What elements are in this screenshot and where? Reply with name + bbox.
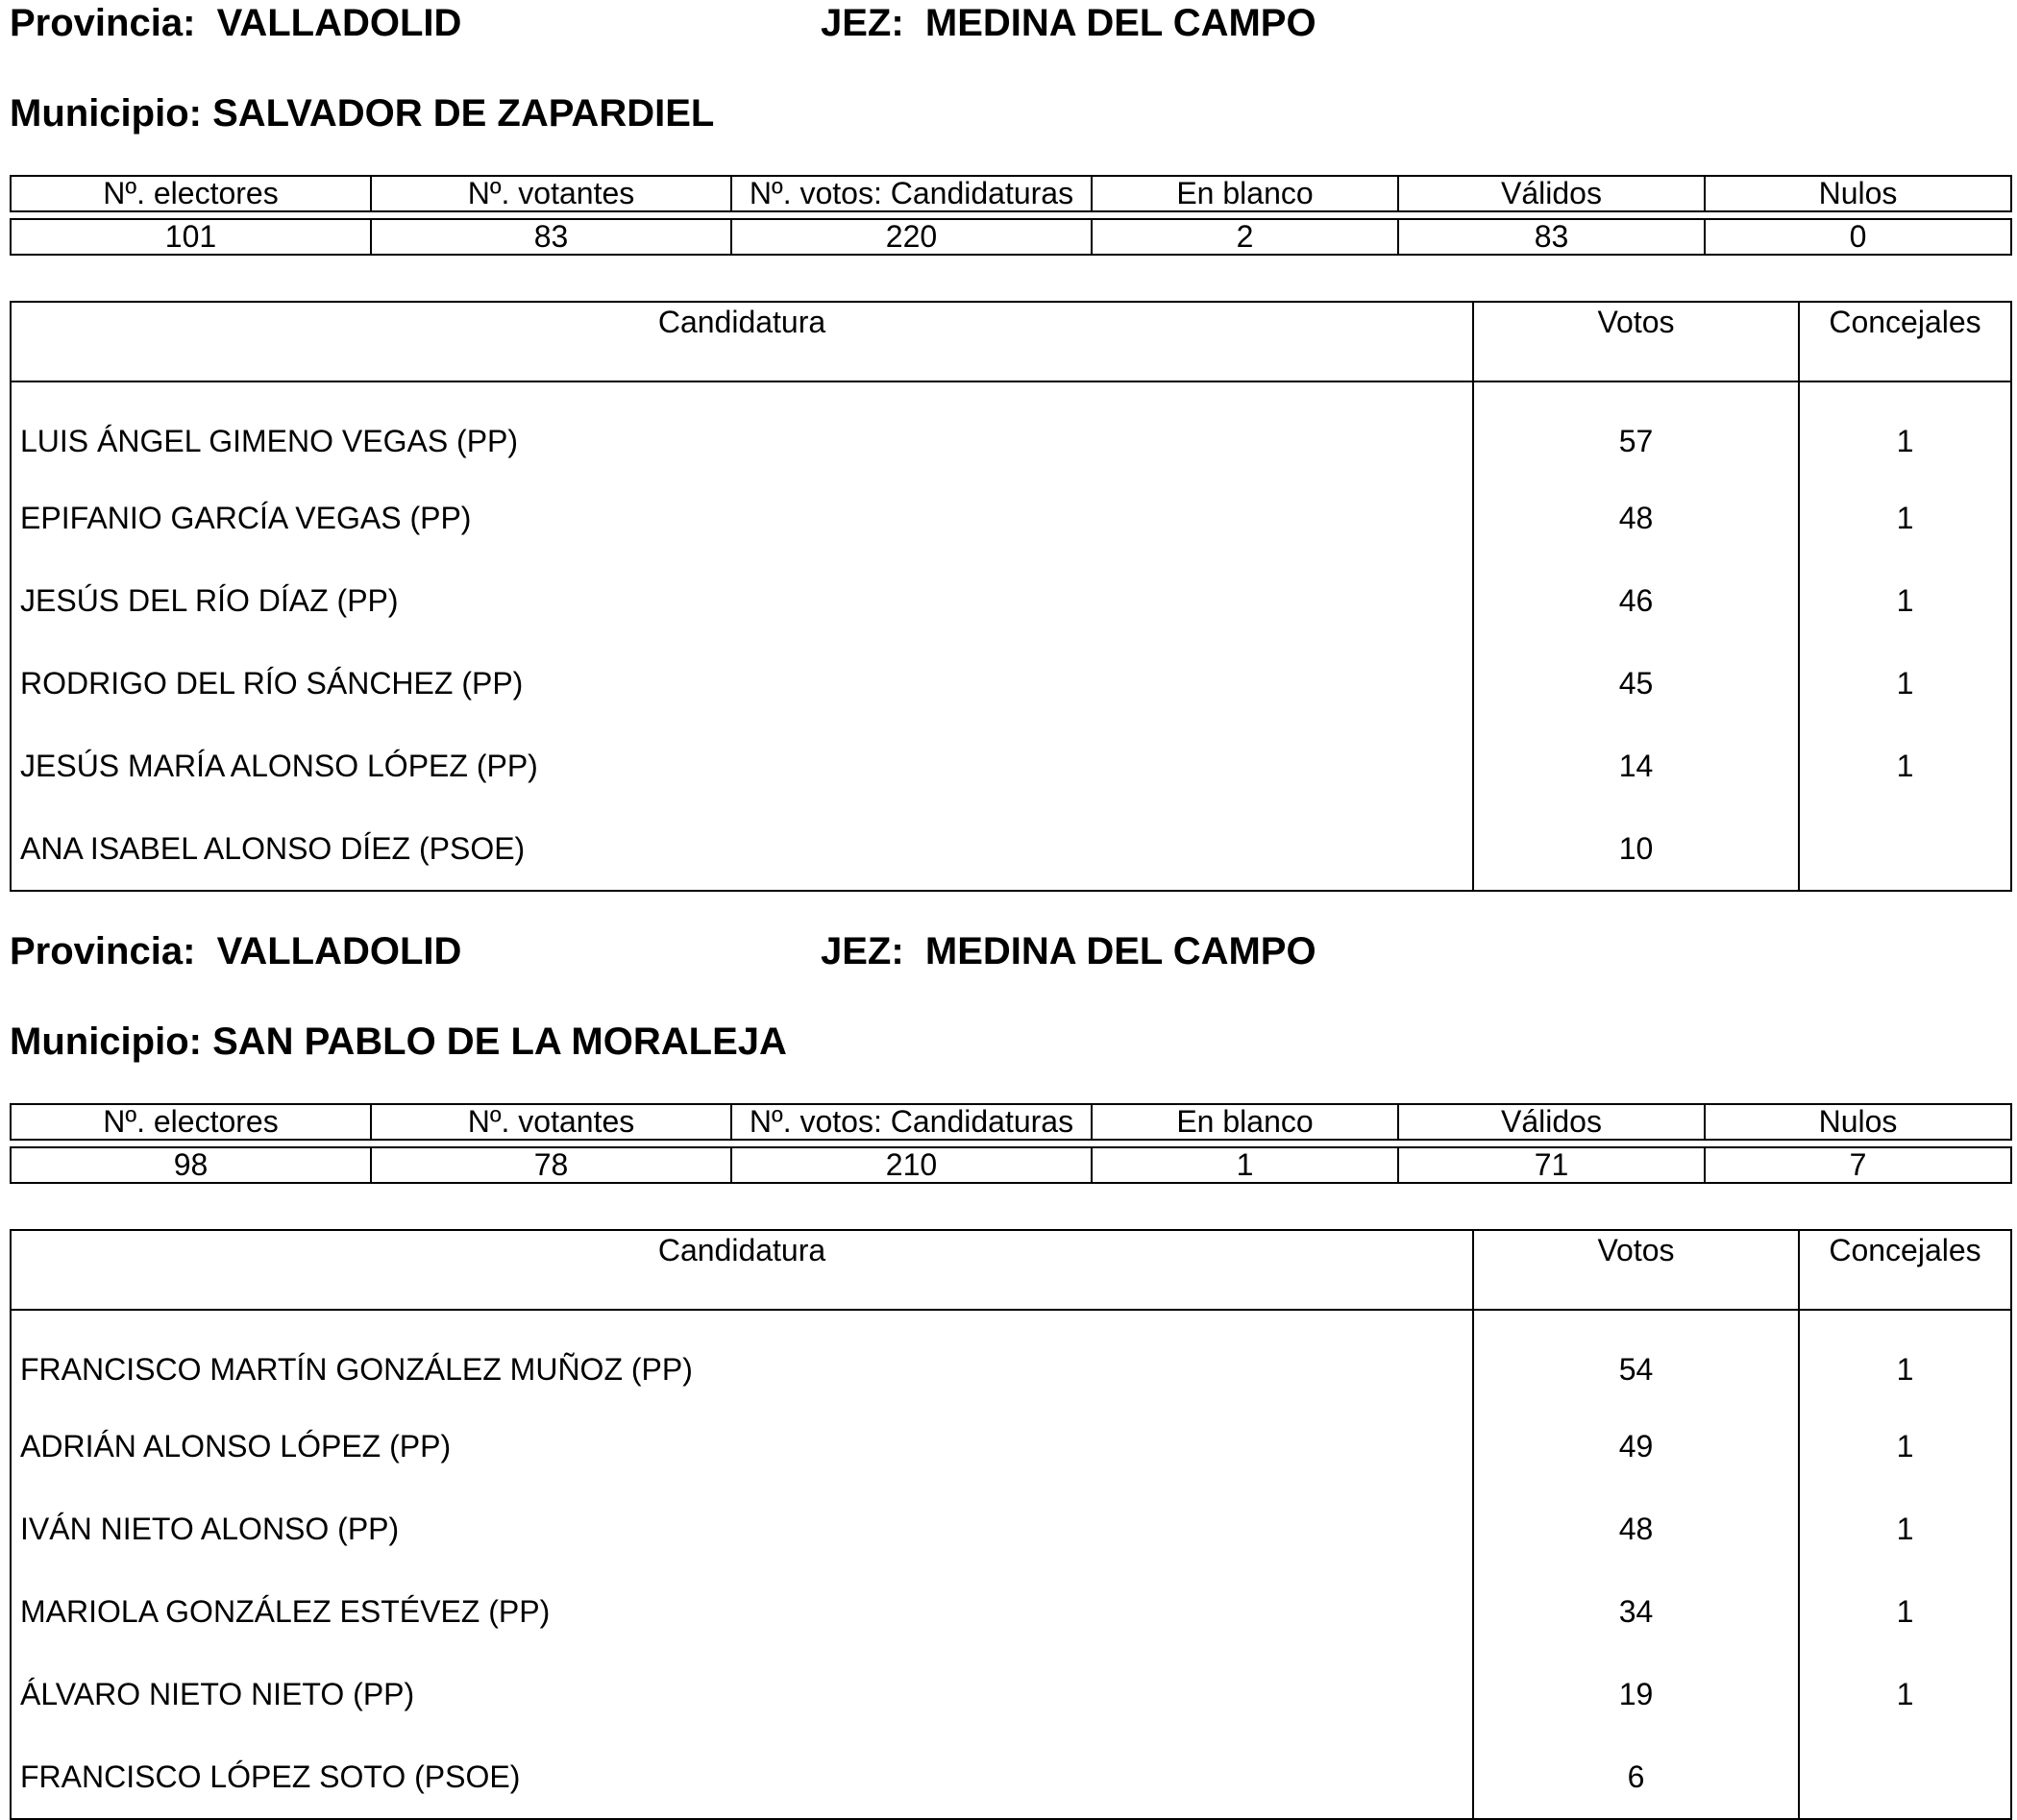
table-row (11, 725, 2011, 807)
candidates-header-row (11, 1230, 2011, 1310)
table-row (11, 1735, 2011, 1819)
table-row (11, 1405, 2011, 1488)
candidate-concejales: 1 (1799, 1653, 2011, 1735)
table-row (11, 381, 2011, 477)
municipio-label: Municipio: (10, 1021, 202, 1063)
candidate-concejales: 1 (1799, 642, 2011, 725)
stats-header-votos-candidaturas: Nº. votos: Candidaturas (731, 176, 1092, 211)
stats-value-row (11, 1147, 2011, 1183)
candidate-votos: 6 (1473, 1735, 1799, 1819)
candidate-name: IVÁN NIETO ALONSO (PP) (11, 1488, 1473, 1570)
stats-header-votantes: Nº. votantes (371, 1104, 731, 1140)
municipio-value: SALVADOR DE ZAPARDIEL (212, 92, 715, 135)
table-row (11, 1570, 2011, 1653)
candidate-votos: 14 (1473, 725, 1799, 807)
table-row (11, 642, 2011, 725)
header-candidatura: Candidatura (11, 1230, 1473, 1310)
municipio-label: Municipio: (10, 92, 202, 135)
candidates-header-row (11, 302, 2011, 381)
provincia-heading (10, 0, 461, 46)
jez-value: MEDINA DEL CAMPO (924, 2, 1316, 44)
candidate-concejales (1799, 807, 2011, 891)
provincia-value: VALLADOLID (216, 930, 462, 972)
candidate-name: EPIFANIO GARCÍA VEGAS (PP) (11, 477, 1473, 559)
stats-value-nulos: 7 (1705, 1147, 2011, 1183)
table-row (11, 1488, 2011, 1570)
stats-header-nulos: Nulos (1705, 176, 2011, 211)
municipio-value: SAN PABLO DE LA MORALEJA (212, 1021, 787, 1063)
stats-value-en-blanco: 1 (1092, 1147, 1398, 1183)
candidate-name: ANA ISABEL ALONSO DÍEZ (PSOE) (11, 807, 1473, 891)
candidate-concejales: 1 (1799, 477, 2011, 559)
stats-header-electores: Nº. electores (11, 1104, 371, 1140)
stats-table (10, 175, 2012, 256)
candidate-votos: 34 (1473, 1570, 1799, 1653)
stats-value-validos: 71 (1398, 1147, 1705, 1183)
provincia-label: Provincia: (10, 930, 196, 972)
stats-header-votantes: Nº. votantes (371, 176, 731, 211)
provincia-label: Provincia: (10, 2, 196, 44)
candidate-votos: 19 (1473, 1653, 1799, 1735)
stats-header-validos: Válidos (1398, 176, 1705, 211)
candidate-concejales: 1 (1799, 1310, 2011, 1405)
stats-value-validos: 83 (1398, 219, 1705, 255)
jez-value: MEDINA DEL CAMPO (924, 930, 1316, 972)
stats-header-en-blanco: En blanco (1092, 176, 1398, 211)
candidates-table (10, 301, 2012, 892)
stats-value-votantes: 78 (371, 1147, 731, 1183)
jez-label: JEZ: (821, 930, 904, 972)
candidate-votos: 54 (1473, 1310, 1799, 1405)
candidate-votos: 48 (1473, 477, 1799, 559)
stats-header-validos: Válidos (1398, 1104, 1705, 1140)
candidate-name: FRANCISCO MARTÍN GONZÁLEZ MUÑOZ (PP) (11, 1310, 1473, 1405)
candidate-concejales: 1 (1799, 725, 2011, 807)
stats-table (10, 1103, 2012, 1184)
candidate-concejales: 1 (1799, 381, 2011, 477)
provincia-heading (10, 928, 461, 974)
candidate-concejales: 1 (1799, 1488, 2011, 1570)
jez-heading (821, 0, 1316, 46)
candidate-name: LUIS ÁNGEL GIMENO VEGAS (PP) (11, 381, 1473, 477)
stats-value-electores: 101 (11, 219, 371, 255)
candidate-votos: 45 (1473, 642, 1799, 725)
stats-header-row (11, 176, 2011, 211)
stats-value-electores: 98 (11, 1147, 371, 1183)
table-row (11, 1310, 2011, 1405)
stats-value-votantes: 83 (371, 219, 731, 255)
candidate-votos: 57 (1473, 381, 1799, 477)
jez-heading (821, 928, 1316, 974)
stats-header-en-blanco: En blanco (1092, 1104, 1398, 1140)
municipio-heading (10, 90, 714, 136)
stats-value-votos-candidaturas: 220 (731, 219, 1092, 255)
stats-header-votos-candidaturas: Nº. votos: Candidaturas (731, 1104, 1092, 1140)
candidate-concejales: 1 (1799, 1570, 2011, 1653)
candidate-concejales: 1 (1799, 559, 2011, 642)
candidate-name: JESÚS MARÍA ALONSO LÓPEZ (PP) (11, 725, 1473, 807)
candidate-name: MARIOLA GONZÁLEZ ESTÉVEZ (PP) (11, 1570, 1473, 1653)
table-row (11, 559, 2011, 642)
candidate-concejales: 1 (1799, 1405, 2011, 1488)
table-row (11, 1653, 2011, 1735)
candidates-table (10, 1229, 2012, 1820)
candidate-name: ÁLVARO NIETO NIETO (PP) (11, 1653, 1473, 1735)
table-row (11, 807, 2011, 891)
stats-header-nulos: Nulos (1705, 1104, 2011, 1140)
candidate-name: FRANCISCO LÓPEZ SOTO (PSOE) (11, 1735, 1473, 1819)
header-votos: Votos (1473, 302, 1799, 381)
stats-value-row (11, 219, 2011, 255)
candidate-name: JESÚS DEL RÍO DÍAZ (PP) (11, 559, 1473, 642)
stats-header-electores: Nº. electores (11, 176, 371, 211)
header-concejales: Concejales (1799, 302, 2011, 381)
provincia-value: VALLADOLID (216, 2, 462, 44)
candidate-votos: 10 (1473, 807, 1799, 891)
stats-header-row (11, 1104, 2011, 1140)
header-votos: Votos (1473, 1230, 1799, 1310)
stats-value-votos-candidaturas: 210 (731, 1147, 1092, 1183)
candidate-votos: 46 (1473, 559, 1799, 642)
table-row (11, 477, 2011, 559)
header-concejales: Concejales (1799, 1230, 2011, 1310)
jez-label: JEZ: (821, 2, 904, 44)
candidate-name: RODRIGO DEL RÍO SÁNCHEZ (PP) (11, 642, 1473, 725)
municipio-heading (10, 1019, 787, 1065)
header-candidatura: Candidatura (11, 302, 1473, 381)
stats-value-nulos: 0 (1705, 219, 2011, 255)
candidate-votos: 49 (1473, 1405, 1799, 1488)
candidate-name: ADRIÁN ALONSO LÓPEZ (PP) (11, 1405, 1473, 1488)
candidate-votos: 48 (1473, 1488, 1799, 1570)
candidate-concejales (1799, 1735, 2011, 1819)
stats-value-en-blanco: 2 (1092, 219, 1398, 255)
